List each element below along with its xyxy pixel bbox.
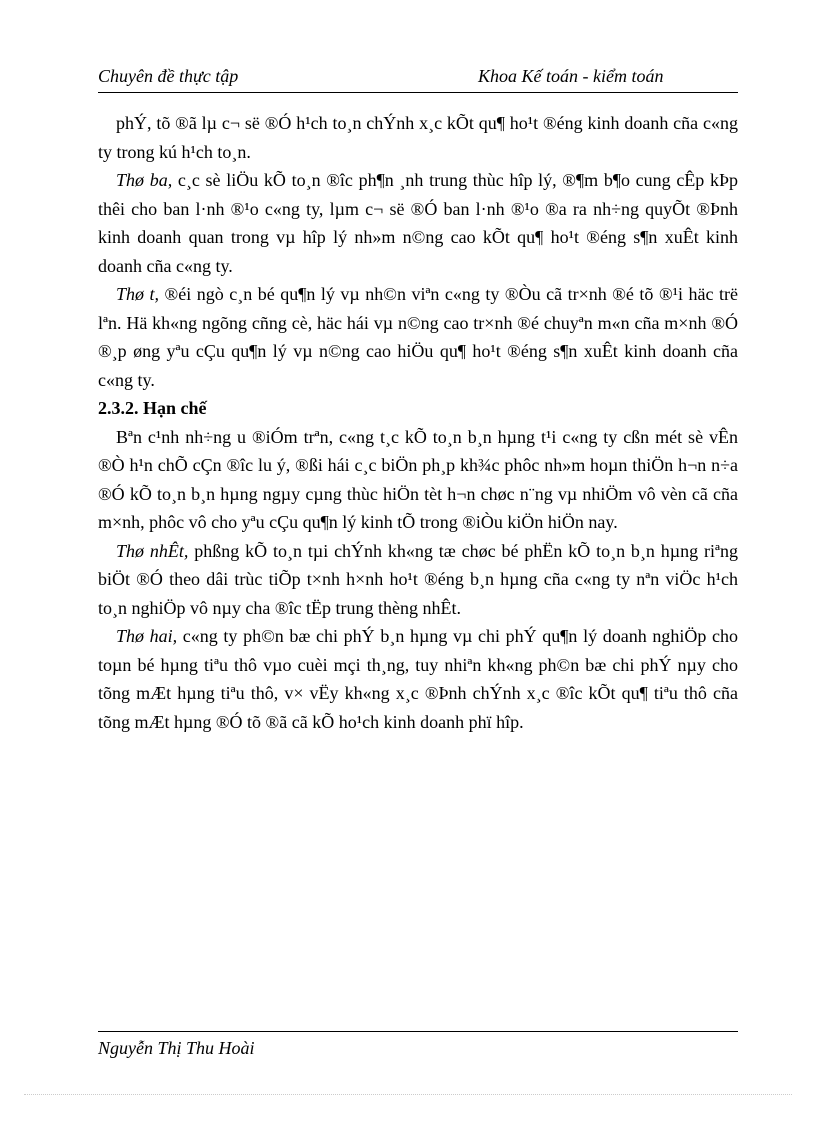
section-heading: 2.3.2. Hạn chế: [98, 398, 207, 418]
paragraph-lead: Thø t,: [116, 284, 160, 304]
author-name: Nguyễn Thị Thu Hoài: [98, 1038, 255, 1058]
paragraph-text: ®éi ngò c¸n bé qu¶n lý vµ nh©n viªn c«ng ty ®Òu cã tr×nh ®é tõ ®¹i häc trë lªn. Hä kh«ng ngõng cñng cè, häc hái vµ n©ng cao tr×nh ®é chuyªn m«n cña m×nh ®Ó ®¸p øng yªu cÇu qu¶n lý vµ n©ng cao hiÖu qu¶ ho¹t ®éng s¶n xuÊt kinh doanh cña c«ng ty.: [98, 284, 738, 390]
page-footer: [98, 1031, 738, 1059]
paragraph-lead: Thø ba,: [116, 170, 173, 190]
paragraph-text: phÝ, tõ ®ã lµ c¬ së ®Ó h¹ch to¸n chÝnh x¸c kÕt qu¶ ho¹t ®éng kinh doanh cña c«ng ty trong kú h¹ch to¸n.: [98, 113, 738, 162]
document-body: [98, 109, 738, 736]
page-header: [98, 66, 738, 93]
paragraph: [98, 622, 738, 736]
paragraph-text: c¸c sè liÖu kÕ to¸n ®îc ph¶n ¸nh trung thùc hîp lý, ®¶m b¶o cung cÊp kÞp thêi cho ban l·nh ®¹o c«ng ty, lµm c¬ së ®Ó ban l·nh ®¹o ®a ra nh÷ng quyÕt ®Þnh kinh doanh quan trong vµ hîp lý nh»m n©ng cao kÕt qu¶ ho¹t ®éng s¶n xuÊt kinh doanh cña c«ng ty.: [98, 170, 738, 276]
page-edge-divider: [24, 1094, 792, 1095]
header-title: Chuyên đề thực tập: [98, 66, 239, 86]
header-department: Khoa Kế toán - kiểm toán: [478, 66, 664, 86]
paragraph-lead: Thø nhÊt,: [116, 540, 189, 561]
paragraph-text: Bªn c¹nh nh÷ng u ®iÓm trªn, c«ng t¸c kÕ to¸n b¸n hµng t¹i c«ng ty cßn mét sè vÊn ®Ò h¹n chÕ cÇn ®îc lu ý, ®ßi hái c¸c biÖn ph¸p kh¾c phôc nh»m hoµn thiÖn h¬n n÷a ®Ó kÕ to¸n b¸n hµng ngµy cµng thùc hiÖn tèt h¬n chøc n¨ng vµ nhiÖm vô vèn cã cña m×nh, phôc vô cho yªu cÇu qu¶n lý kinh tÕ trong ®iÒu kiÖn hiÖn nay.: [98, 426, 738, 532]
paragraph: [98, 423, 738, 537]
paragraph: [98, 280, 738, 394]
paragraph-lead: Thø hai,: [116, 626, 178, 646]
paragraph: [98, 109, 738, 166]
paragraph: [98, 166, 738, 280]
paragraph-text: phßng kÕ to¸n tµi chÝnh kh«ng tæ chøc bé phËn kÕ to¸n b¸n hµng riªng biÖt ®Ó theo dâi trùc tiÕp t×nh h×nh ho¹t ®éng b¸n hµng cña c«ng ty nªn viÖc h¹ch to¸n nghiÖp vô nµy cha ®îc tËp trung thèng nhÊt.: [98, 540, 738, 618]
paragraph-text: c«ng ty ph©n bæ chi phÝ b¸n hµng vµ chi phÝ qu¶n lý doanh nghiÖp cho toµn bé hµng tiªu thô vµo cuèi mçi th¸ng, tuy nhiªn kh«ng ph©n bæ chi phÝ nµy cho tõng mÆt hµng tiªu thô, v× vËy kh«ng x¸c ®Þnh chÝnh x¸c ®îc kÕt qu¶ tiªu thô cña tõng mÆt hµng ®Ó tõ ®ã cã kÕ ho¹ch kinh doanh phï hîp.: [98, 626, 738, 732]
paragraph: [98, 537, 738, 623]
